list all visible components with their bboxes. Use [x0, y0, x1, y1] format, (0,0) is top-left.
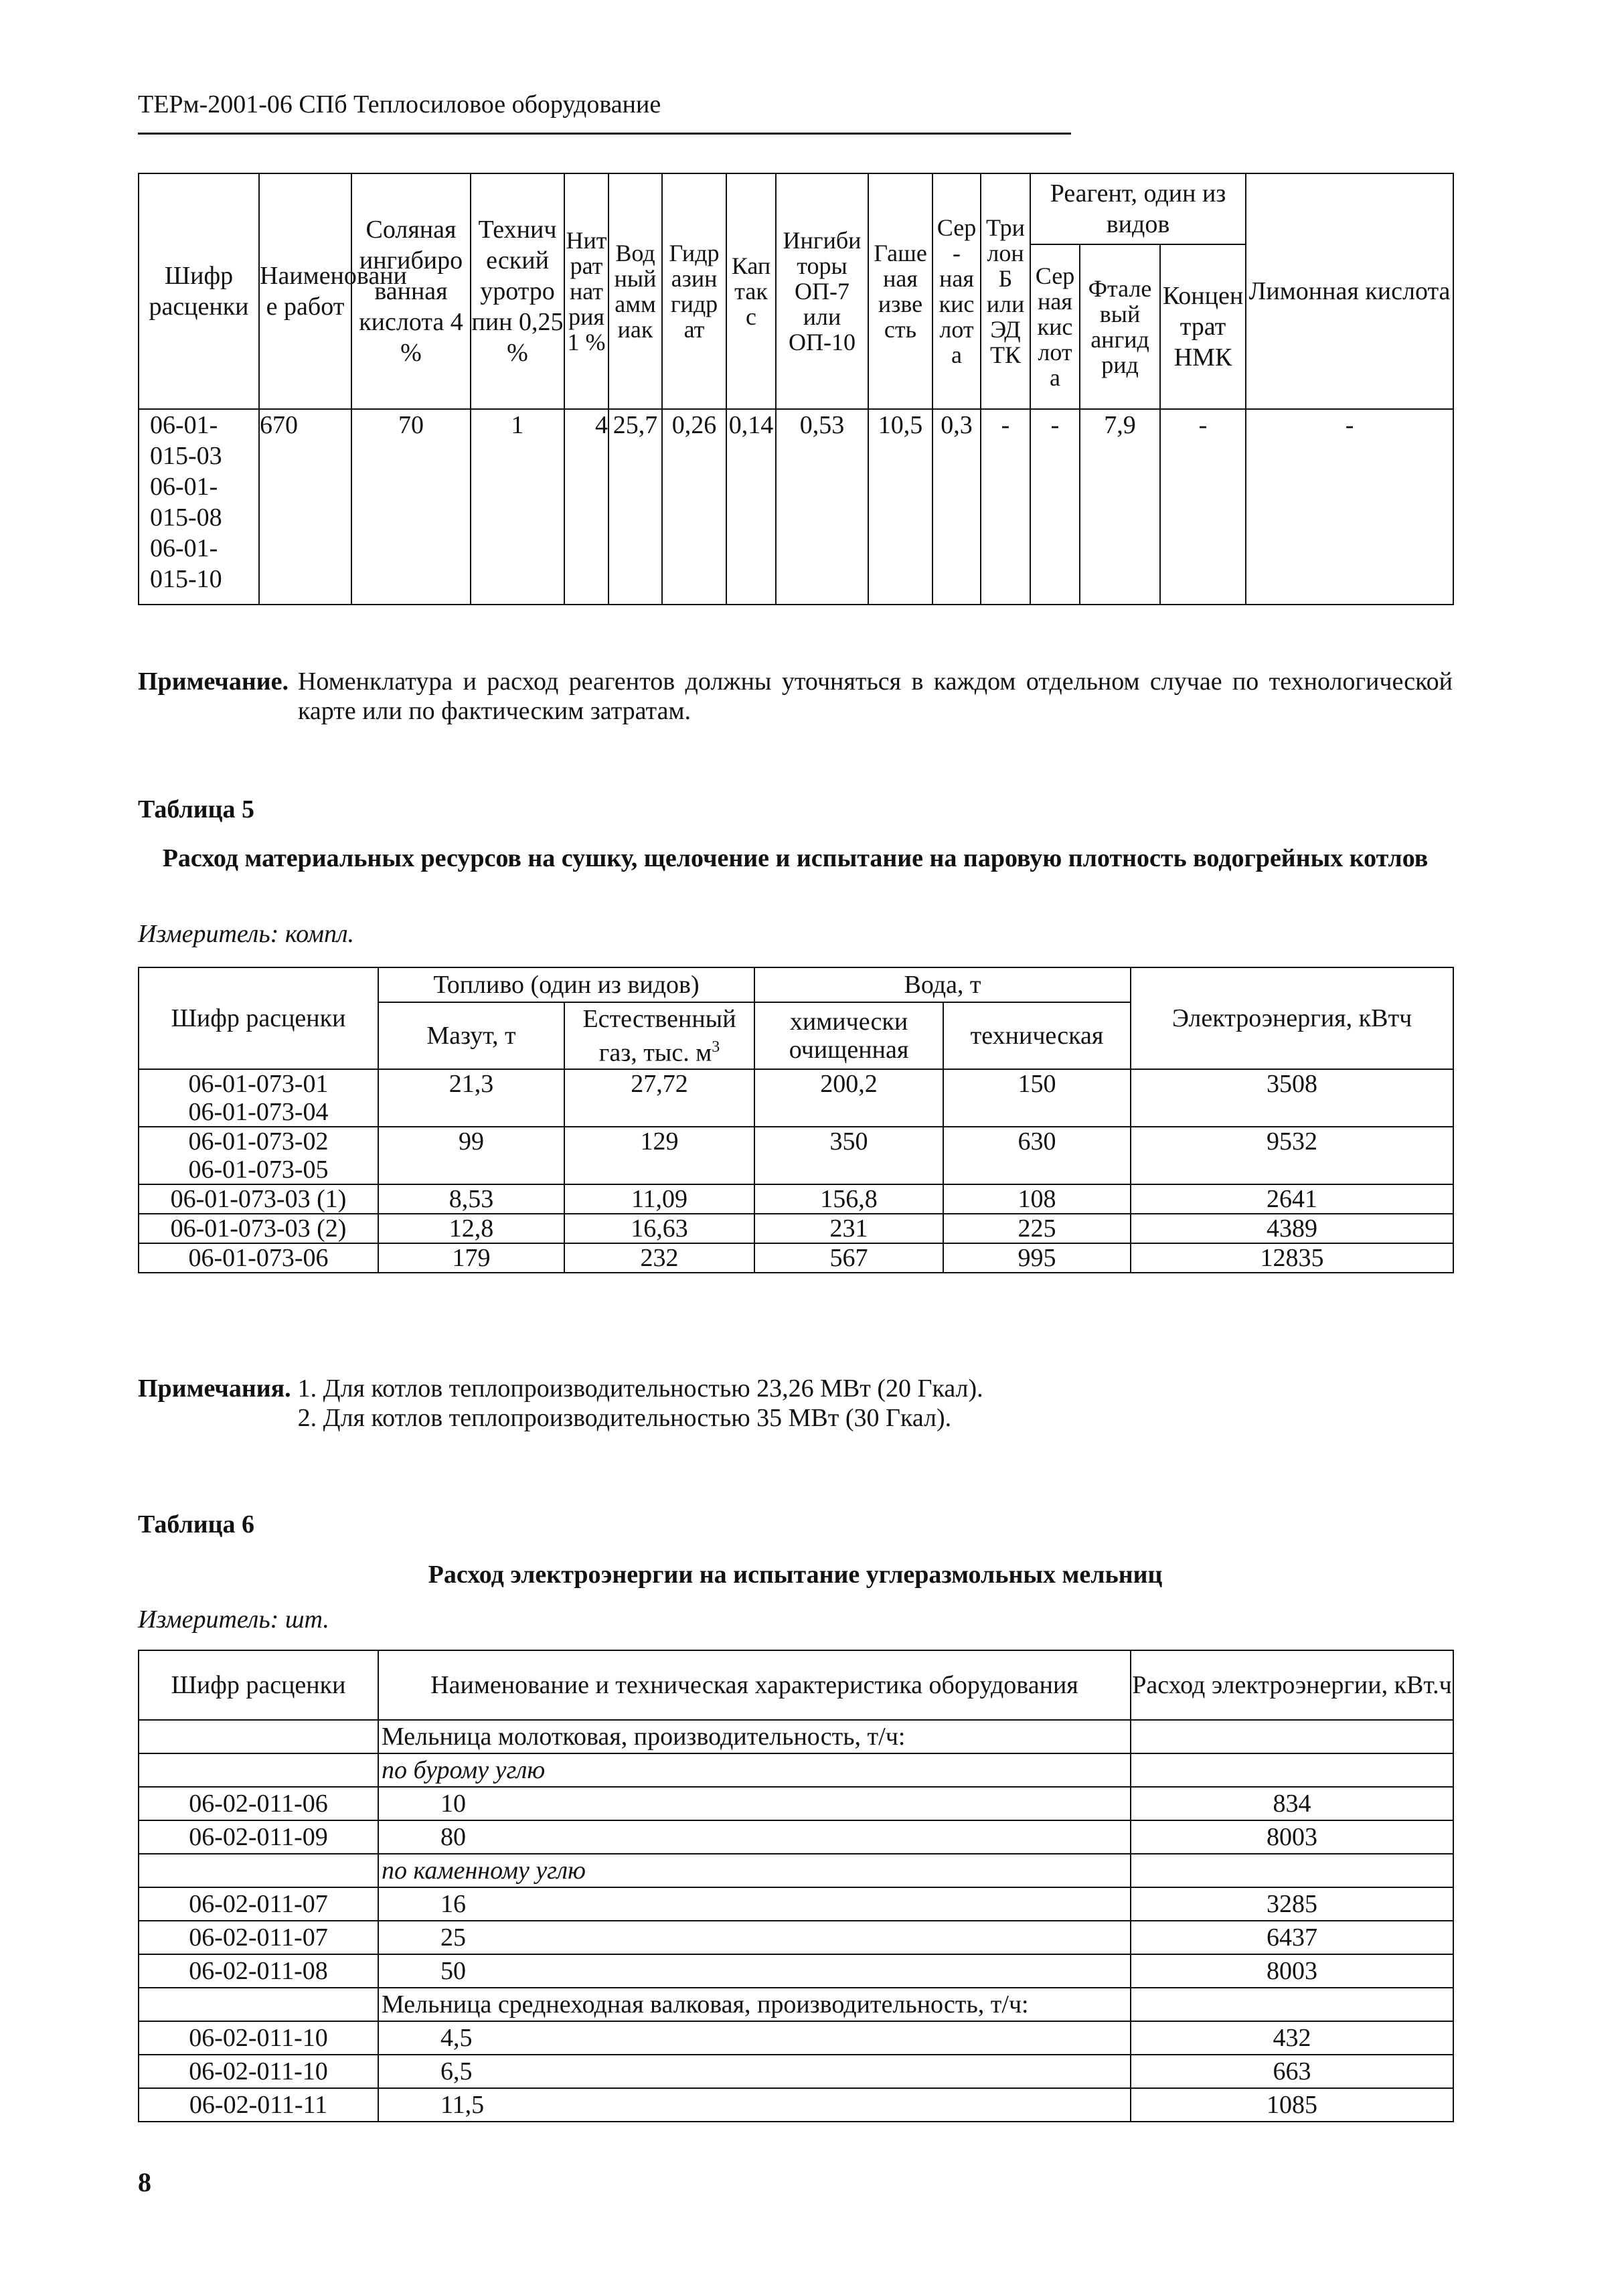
cell-urotropin: 1 [471, 409, 564, 605]
cell-power: 8003 [1131, 1820, 1453, 1854]
table-row [139, 1720, 1453, 1753]
col-code-header: Шифр расценки [139, 967, 378, 1069]
cell-power: 432 [1131, 2021, 1453, 2055]
col-lime-header: Гаше ная изве сть [868, 173, 932, 409]
cell-equipment: 80 [378, 1820, 1131, 1854]
reagents-table [138, 173, 1454, 605]
table5-label: Таблица 5 [138, 795, 255, 823]
note-reagents [138, 667, 1453, 726]
cell-code: 06-02-011-07 [139, 1887, 378, 1921]
cell-equipment: 16 [378, 1887, 1131, 1921]
cell-power: 3508 [1131, 1069, 1453, 1127]
cell-power [1131, 1720, 1453, 1753]
cell-power: 6437 [1131, 1921, 1453, 1954]
code-line: 06-01-073-04 [188, 1098, 329, 1126]
cell-power [1131, 1988, 1453, 2021]
cell-lime: 10,5 [868, 409, 932, 605]
note-item: 1. Для котлов теплопроизводительностью 23,26 МВт (20 Гкал). [297, 1374, 983, 1403]
cell-code [139, 1854, 378, 1887]
col-sulfamic-header: Сер ная кис лот а [1030, 244, 1080, 409]
table-row [139, 1753, 1453, 1787]
code-cell [139, 409, 259, 605]
table-row [139, 2088, 1453, 2122]
cell-tech: 630 [943, 1127, 1131, 1184]
cell-power: 8003 [1131, 1954, 1453, 1988]
cell-trilon: - [981, 409, 1030, 605]
boiler-resources-table [138, 967, 1454, 1273]
notes-boilers [138, 1374, 1453, 1433]
cell-code: 06-02-011-09 [139, 1820, 378, 1854]
cell-hcl: 70 [351, 409, 471, 605]
cell-tech: 995 [943, 1243, 1131, 1273]
cell-tech: 108 [943, 1184, 1131, 1214]
table-row [139, 1954, 1453, 1988]
col-ammonia-header: Вод ный амм иак [608, 173, 662, 409]
cell-power: 9532 [1131, 1127, 1453, 1184]
cell-mazut: 179 [378, 1243, 564, 1273]
cell-tech: 225 [943, 1214, 1131, 1243]
col-kaptax-header: Кап так с [726, 173, 776, 409]
cell-nitrate: 4 [564, 409, 608, 605]
cell-power: 3285 [1131, 1887, 1453, 1921]
cell-phthalic: 7,9 [1080, 409, 1160, 605]
table-row [139, 2021, 1453, 2055]
cell-equipment: Мельница молотковая, производительность, т/ч: [378, 1720, 1131, 1753]
note-label: Примечание. [138, 667, 289, 696]
col-sulfuric-header: Сер - ная кис лот а [932, 173, 981, 409]
col-power-header: Электроэнергия, кВтч [1131, 967, 1453, 1069]
table-row [139, 2055, 1453, 2088]
cell-code: 06-02-011-11 [139, 2088, 378, 2122]
col-power-header: Расход электроэнергии, кВт.ч [1131, 1650, 1453, 1720]
cell-gas: 27,72 [564, 1069, 754, 1127]
page-number: 8 [138, 2167, 151, 2197]
cell-mazut: 8,53 [378, 1184, 564, 1214]
col-inhibitors-header: Ингиби торы ОП-7 или ОП-10 [776, 173, 868, 409]
cell-gas: 16,63 [564, 1214, 754, 1243]
cell-power [1131, 1854, 1453, 1887]
col-citric-header: Лимонная кислота [1246, 173, 1453, 409]
cell-code: 06-02-011-10 [139, 2055, 378, 2088]
water-group-header: Вода, т [754, 967, 1131, 1002]
code-line: 06-01-073-03 (2) [170, 1214, 347, 1243]
table6-unit: Измеритель: шт. [138, 1605, 329, 1634]
col-urotropin-header: Технич еский уротро пин 0,25 % [471, 173, 564, 409]
cell-mazut: 21,3 [378, 1069, 564, 1127]
cell-gas: 232 [564, 1243, 754, 1273]
col-trilon-header: Три лон Б или ЭД ТК [981, 173, 1030, 409]
cell-code: 06-02-011-07 [139, 1921, 378, 1954]
code-line: 06-01-073-02 [188, 1127, 329, 1156]
cell-chem: 200,2 [754, 1069, 943, 1127]
note-text: Номенклатура и расход реагентов должны уточняться в каждом отдельном случае по технологической карте или по фактическим затратам. [297, 667, 1453, 725]
cell-equipment: 10 [378, 1787, 1131, 1820]
cell-equipment: 11,5 [378, 2088, 1131, 2122]
cell-chem: 231 [754, 1214, 943, 1243]
code-line: 06-01-015-08 [150, 473, 222, 532]
fuel-group-header: Топливо (один из видов) [378, 967, 754, 1002]
cell-code [139, 1988, 378, 2021]
cell-name: 670 [259, 409, 351, 605]
header-rule [138, 133, 1071, 135]
cell-code: 06-02-011-08 [139, 1954, 378, 1988]
code-line: 06-01-015-10 [150, 534, 222, 593]
cell-tech: 150 [943, 1069, 1131, 1127]
cell-power: 2641 [1131, 1184, 1453, 1214]
col-code-header: Шифр расценки [139, 173, 259, 409]
notes-label: Примечания. [138, 1374, 291, 1403]
cell-gas: 129 [564, 1127, 754, 1184]
cell-equipment: 25 [378, 1921, 1131, 1954]
code-cell [139, 1127, 378, 1184]
table-row [139, 1887, 1453, 1921]
gas-header-sup: 3 [712, 1038, 720, 1056]
col-chem-water-header: химически очищенная [754, 1002, 943, 1069]
table-row [139, 1787, 1453, 1820]
cell-equipment: по бурому углю [378, 1753, 1131, 1787]
table-row [139, 1243, 1453, 1273]
col-hcl-header: Соляная ингибиро ванная кислота 4 % [351, 173, 471, 409]
reagent-group-header: Реагент, один из видов [1030, 173, 1246, 244]
col-tech-water-header: техническая [943, 1002, 1131, 1069]
cell-concentrate: - [1160, 409, 1246, 605]
cell-code: 06-02-011-06 [139, 1787, 378, 1820]
table-row [139, 1820, 1453, 1854]
col-mazut-header: Мазут, т [378, 1002, 564, 1069]
page-header: ТЕРм-2001-06 СПб Теплосиловое оборудование [138, 90, 661, 119]
cell-power: 1085 [1131, 2088, 1453, 2122]
cell-power: 663 [1131, 2055, 1453, 2088]
cell-hydrazine: 0,26 [662, 409, 726, 605]
cell-power: 4389 [1131, 1214, 1453, 1243]
cell-code [139, 1753, 378, 1787]
table-row [139, 1184, 1453, 1214]
table-row [139, 409, 1453, 605]
col-code-header: Шифр расценки [139, 1650, 378, 1720]
table5-unit: Измеритель: компл. [138, 920, 355, 948]
cell-code: 06-02-011-10 [139, 2021, 378, 2055]
cell-chem: 350 [754, 1127, 943, 1184]
cell-equipment: 4,5 [378, 2021, 1131, 2055]
table-row [139, 1069, 1453, 1127]
col-nitrate-header: Нит рат нат рия 1 % [564, 173, 608, 409]
col-concentrate-header: Концен трат НМК [1160, 244, 1246, 409]
table-row [139, 1988, 1453, 2021]
code-cell [139, 1184, 378, 1214]
cell-chem: 156,8 [754, 1184, 943, 1214]
cell-equipment: 50 [378, 1954, 1131, 1988]
table6-label: Таблица 6 [138, 1510, 255, 1538]
cell-inhibitors: 0,53 [776, 409, 868, 605]
code-cell [139, 1069, 378, 1127]
note-item: 2. Для котлов теплопроизводительностью 35 МВт (30 Гкал). [297, 1404, 952, 1432]
code-line: 06-01-073-01 [188, 1070, 329, 1098]
cell-equipment: по каменному углю [378, 1854, 1131, 1887]
mill-power-table [138, 1650, 1454, 2122]
col-hydrazine-header: Гидр азин гидр ат [662, 173, 726, 409]
gas-header-text: Естественный газ, тыс. м [582, 1004, 736, 1067]
cell-code [139, 1720, 378, 1753]
cell-equipment: 6,5 [378, 2055, 1131, 2088]
cell-mazut: 99 [378, 1127, 564, 1184]
cell-power: 834 [1131, 1787, 1453, 1820]
table6-title: Расход электроэнергии на испытание углеразмольных мельниц [428, 1561, 1163, 1589]
cell-sulfuric: 0,3 [932, 409, 981, 605]
code-line: 06-01-015-03 [150, 411, 222, 470]
cell-ammonia: 25,7 [608, 409, 662, 605]
table-row [139, 1127, 1453, 1184]
code-cell [139, 1243, 378, 1273]
code-line: 06-01-073-05 [188, 1156, 329, 1184]
col-name-header: Наименовани е работ [259, 173, 351, 409]
code-cell [139, 1214, 378, 1243]
cell-power [1131, 1753, 1453, 1787]
table-row [139, 1921, 1453, 1954]
table-row [139, 1214, 1453, 1243]
code-line: 06-01-073-03 (1) [170, 1185, 347, 1213]
cell-kaptax: 0,14 [726, 409, 776, 605]
code-line: 06-01-073-06 [188, 1244, 329, 1272]
cell-citric: - [1246, 409, 1453, 605]
cell-power: 12835 [1131, 1243, 1453, 1273]
col-gas-header [564, 1002, 754, 1069]
table-row [139, 1854, 1453, 1887]
cell-sulfamic: - [1030, 409, 1080, 605]
col-phthalic-header: Фтале вый ангид рид [1080, 244, 1160, 409]
table5-title: Расход материальных ресурсов на сушку, щелочение и испытание на паровую плотность водогрейных котлов [162, 844, 1429, 872]
cell-chem: 567 [754, 1243, 943, 1273]
cell-equipment: Мельница среднеходная валковая, производительность, т/ч: [378, 1988, 1131, 2021]
cell-gas: 11,09 [564, 1184, 754, 1214]
col-equipment-header: Наименование и техническая характеристика оборудования [378, 1650, 1131, 1720]
cell-mazut: 12,8 [378, 1214, 564, 1243]
